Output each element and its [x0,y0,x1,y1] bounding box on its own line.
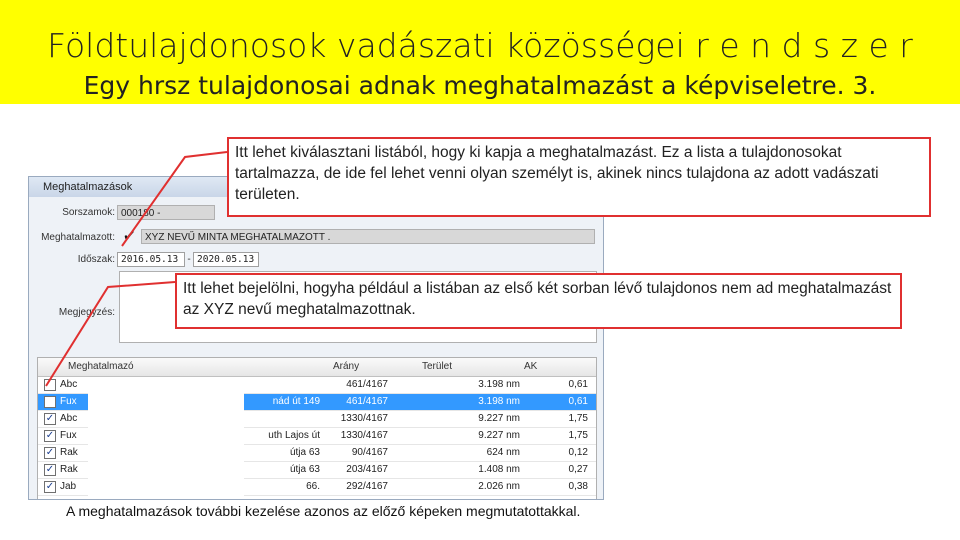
meghatalmazo-name: Rak [60,464,78,475]
meghatalmazo-name: Fux [60,396,77,407]
window-title: Meghatalmazások [29,177,603,197]
arany-cell: 90/4167 [351,447,388,458]
row-checkbox[interactable]: ✓ [45,430,55,441]
terulet-cell: 1.408 nm [478,464,520,475]
callout-select-list: Itt lehet kiválasztani listából, hogy ki kapja a meghatalmazást. Ez a lista a tulajdonosokat tartalmazza, de ide fel lehet venni olyan személyt is, akinek nincs tulajdona az adott vadászati területen. [227,137,931,217]
terulet-cell: 9.227 nm [478,413,520,424]
megjegyzes-label: Megjegyzés: [58,307,115,318]
meghatalmazo-address: útja 63 [289,447,320,458]
sorszamok-field[interactable]: 000180 - [117,205,215,220]
arany-cell: 1330/4167 [340,430,388,441]
footer-note: A meghatalmazások további kezelése azonos az előző képeken megmutatottakkal. [66,503,581,519]
meghatalmazo-name: Jab [60,481,77,492]
terulet-cell: 2.026 nm [478,481,520,492]
meghatalmazo-name: Abc [60,413,78,424]
arrow-to-checkbox [46,282,175,386]
ak-cell: 0,38 [568,481,588,492]
meghatalmazo-address: uth Lajos út [268,430,320,441]
meghatalmazo-address: nád út 149 [272,396,320,407]
ak-cell: 0,61 [568,379,588,390]
col-terulet[interactable]: Terület [422,361,453,372]
row-checkbox[interactable]: ✓ [45,481,55,492]
arany-cell: 1330/4167 [340,413,388,424]
slide-title: Földtulajdonosok vadászati közösségei r e n d s z e r [47,26,913,65]
meghatalmazo-name: Abc [60,379,78,390]
col-meghatalmazo[interactable]: Meghatalmazó [68,361,134,372]
ak-cell: 1,75 [568,413,588,424]
ak-cell: 0,61 [568,396,588,407]
meghatalmazott-dropdown-check-icon[interactable]: ✔ [123,228,136,245]
terulet-cell: 9.227 nm [478,430,520,441]
idoszak-label: Időszak: [77,254,115,265]
callout-checkbox: Itt lehet bejelölni, hogyha például a listában az első két sorban lévő tulajdonos nem ad meghatalmazást az XYZ nevű meghatalmazottnak. [175,273,902,329]
meghatalmazo-name: Rak [60,447,78,458]
arany-cell: 461/4167 [346,379,388,390]
terulet-cell: 3.198 nm [478,396,520,407]
arany-cell: 461/4167 [346,396,388,407]
meghatalmazo-name: Fux [60,430,77,441]
row-checkbox[interactable]: ✓ [45,464,55,475]
terulet-cell: 624 nm [486,447,520,458]
row-checkbox[interactable]: ✓ [45,413,55,424]
ak-cell: 1,75 [568,430,588,441]
arrow-to-select [122,152,227,246]
date-from-field[interactable]: 2016.05.13 [117,252,185,267]
col-ak[interactable]: AK [524,361,538,372]
terulet-cell: 3.198 nm [478,379,520,390]
arany-cell: 292/4167 [346,481,388,492]
row-checkbox[interactable]: ✓ [45,447,55,458]
meghatalmazo-address: útja 63 [289,464,320,475]
date-to-field[interactable]: 2020.05.13 [193,252,259,267]
meghatalmazott-select[interactable]: XYZ NEVŰ MINTA MEGHATALMAZOTT . [141,229,595,244]
meghatalmazo-address: 66. [306,481,320,492]
ak-cell: 0,12 [568,447,588,458]
sorszamok-label: Sorszamok: [62,207,115,218]
arany-cell: 203/4167 [346,464,388,475]
col-arany[interactable]: Arány [333,361,360,372]
slide-subtitle: Egy hrsz tulajdonosai adnak meghatalmazást a képviseletre. 3. [83,71,877,100]
ak-cell: 0,27 [568,464,588,475]
meghatalmazott-label: Meghatalmazott: [41,232,115,243]
date-separator: - [187,254,191,265]
